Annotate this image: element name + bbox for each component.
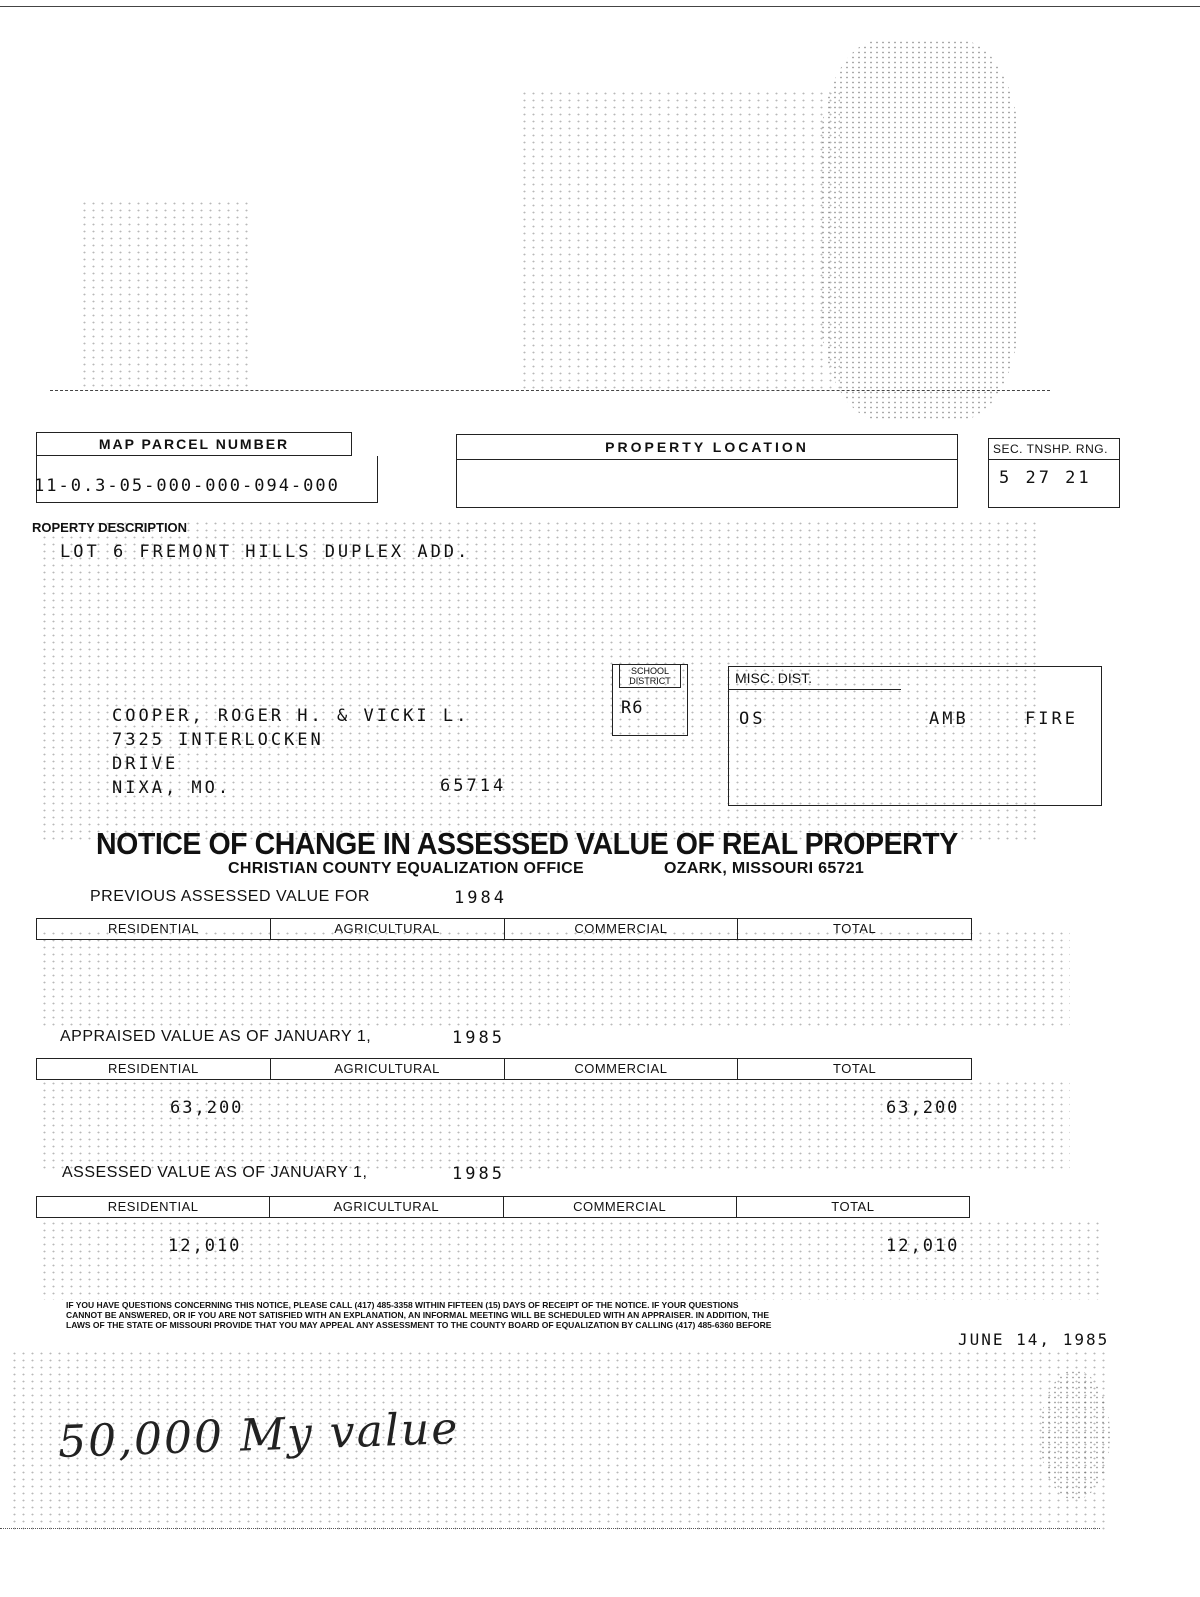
col-total: TOTAL — [833, 1061, 877, 1076]
scan-noise — [40, 1220, 1100, 1300]
appraised-label: APPRAISED VALUE AS OF JANUARY 1, — [60, 1028, 372, 1045]
col-total: TOTAL — [833, 921, 877, 936]
footer-notice — [66, 1300, 966, 1330]
col-commercial: COMMERCIAL — [505, 919, 739, 939]
property-description-label: ROPERTY DESCRIPTION — [32, 520, 188, 535]
appraised-columns — [36, 1058, 972, 1080]
property-description-value: LOT 6 FREMONT HILLS DUPLEX ADD. — [60, 542, 471, 562]
scan-noise — [40, 930, 1070, 1030]
owner-address — [112, 704, 469, 800]
misc-dist-label: MISC. DIST. — [729, 667, 901, 690]
map-parcel-number: 11-0.3-05-000-000-094-000 — [34, 476, 340, 496]
scan-noise — [80, 200, 250, 390]
scan-noise — [40, 1080, 1070, 1170]
sec-tnshp-rng-value: 5 27 21 — [999, 468, 1092, 488]
col-total: TOTAL — [831, 1199, 875, 1214]
handwritten-note: 50,000 My value — [57, 1403, 461, 1468]
footer-line1: IF YOU HAVE QUESTIONS CONCERNING THIS NOTICE, PLEASE CALL (417) 485-3358 WITHIN FIFTEEN (15) DAYS OF RECEIPT OF THE NOTICE. IF YOUR QUESTIONS — [66, 1300, 739, 1310]
property-location-label: PROPERTY LOCATION — [457, 435, 957, 460]
misc-dist-amb: AMB — [929, 709, 969, 729]
notice-office: CHRISTIAN COUNTY EQUALIZATION OFFICE — [228, 860, 584, 877]
owner-street: 7325 INTERLOCKEN — [112, 730, 324, 750]
col-residential: RESIDENTIAL — [37, 1197, 270, 1217]
footer-deadline: JUNE 14, 1985 — [958, 1330, 1110, 1349]
col-commercial: COMMERCIAL — [504, 1197, 737, 1217]
scan-noise — [820, 40, 1020, 420]
scan-noise — [1040, 1370, 1110, 1500]
appraised-total: 63,200 — [886, 1098, 960, 1118]
sec-tnshp-rng-box — [988, 438, 1120, 508]
owner-zip: 65714 — [440, 776, 507, 796]
page-top-edge — [0, 6, 1200, 7]
col-agricultural: AGRICULTURAL — [271, 1059, 505, 1079]
page-bottom-edge — [0, 1528, 1100, 1529]
owner-street2: DRIVE — [112, 754, 179, 774]
previous-columns — [36, 918, 972, 940]
misc-dist-os: OS — [739, 709, 766, 729]
owner-city: NIXA, MO. — [112, 778, 232, 798]
assessed-label: ASSESSED VALUE AS OF JANUARY 1, — [62, 1164, 368, 1181]
col-residential: RESIDENTIAL — [37, 919, 271, 939]
school-district-box — [612, 664, 688, 736]
col-residential: RESIDENTIAL — [37, 1059, 271, 1079]
col-commercial: COMMERCIAL — [505, 1059, 739, 1079]
notice-title: NOTICE OF CHANGE IN ASSESSED VALUE OF REAL PROPERTY — [96, 826, 958, 861]
map-parcel-label: MAP PARCEL NUMBER — [98, 436, 290, 452]
owner-name: COOPER, ROGER H. & VICKI L. — [112, 706, 470, 726]
misc-dist-fire: FIRE — [1025, 709, 1078, 729]
assessed-columns — [36, 1196, 970, 1218]
footer-line2: CANNOT BE ANSWERED, OR IF YOU ARE NOT SATISFIED WITH AN EXPLANATION, AN INFORMAL MEETING WILL BE SCHEDULED WITH AN APPRAISER. IN ADDITION, THE — [66, 1310, 769, 1320]
notice-city: OZARK, MISSOURI 65721 — [664, 860, 865, 877]
perforation-line — [50, 390, 1050, 391]
col-agricultural: AGRICULTURAL — [270, 1197, 503, 1217]
school-district-value: R6 — [621, 698, 644, 718]
previous-year: 1984 — [454, 888, 507, 908]
scan-noise — [520, 90, 840, 390]
property-location-box — [456, 434, 958, 508]
footer-line3: LAWS OF THE STATE OF MISSOURI PROVIDE THAT YOU MAY APPEAL ANY ASSESSMENT TO THE COUNTY BOARD OF EQUALIZATION BY CALLING (417) 485-6360 BEFORE — [66, 1320, 772, 1330]
assessed-total: 12,010 — [886, 1236, 960, 1256]
previous-label: PREVIOUS ASSESSED VALUE FOR — [90, 888, 370, 905]
map-parcel-header — [36, 432, 352, 456]
appraised-year: 1985 — [452, 1028, 505, 1048]
assessed-year: 1985 — [452, 1164, 505, 1184]
col-agricultural: AGRICULTURAL — [271, 919, 505, 939]
misc-dist-box — [728, 666, 1102, 806]
sec-tnshp-rng-label: SEC. TNSHP. RNG. — [989, 439, 1119, 460]
assessed-residential: 12,010 — [168, 1236, 242, 1256]
appraised-residential: 63,200 — [170, 1098, 244, 1118]
school-district-label: SCHOOL DISTRICT — [619, 665, 681, 688]
